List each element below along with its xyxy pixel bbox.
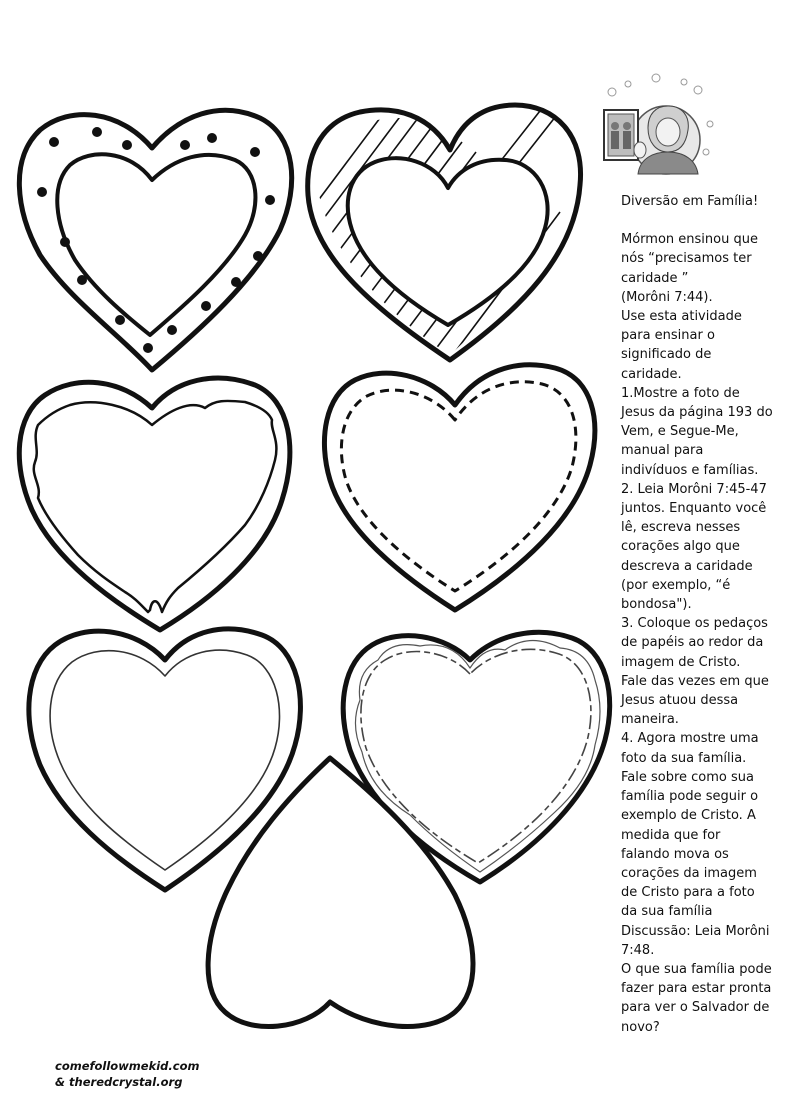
activity-instructions [621, 192, 779, 1037]
instruction-line: indivíduos e famílias. [621, 462, 759, 478]
instruction-line: Fale das vezes em que [621, 673, 769, 689]
instruction-line: descreva a caridade [621, 558, 753, 574]
credit-site-2[interactable]: & theredcrystal.org [55, 1075, 183, 1089]
instruction-line: juntos. Enquanto você [621, 501, 767, 517]
footer-credits [55, 1058, 200, 1090]
heart-striped[interactable] [290, 60, 602, 402]
instruction-line: Use esta atividade [621, 309, 742, 325]
instruction-line: significado de [621, 347, 712, 363]
instruction-line: 1.Mostre a foto de [621, 385, 740, 401]
instruction-line: Vem, e Segue-Me, [621, 424, 739, 440]
heart-stitched[interactable] [324, 365, 594, 610]
instruction-line: (por exemplo, “é [621, 577, 731, 593]
instruction-line: falando mova os [621, 846, 729, 862]
instruction-line: família pode seguir o [621, 789, 759, 805]
instruction-line: Jesus atuou dessa [621, 693, 739, 709]
intro-line: (Morôni 7:44). [621, 289, 713, 305]
instruction-line: 4. Agora mostre uma [621, 731, 759, 747]
instruction-line: foto da sua família. [621, 750, 747, 766]
instruction-line: corações algo que [621, 539, 740, 555]
heart-polka-dot[interactable] [19, 110, 291, 370]
instruction-line: maneira. [621, 712, 679, 728]
intro-line: nós “precisamos ter [621, 251, 752, 267]
instruction-line: imagem de Cristo. [621, 654, 741, 670]
instruction-line: da sua família [621, 904, 713, 920]
heart-frosted-drip[interactable] [19, 378, 290, 630]
intro-line: caridade ” [621, 270, 689, 286]
instruction-line: de papéis ao redor da [621, 635, 764, 651]
activity-title: Diversão em Família! [621, 194, 759, 209]
instruction-line: Discussão: Leia Morôni [621, 923, 770, 939]
instruction-line: exemplo de Cristo. A [621, 808, 756, 824]
intro-line: Mórmon ensinou que [621, 232, 758, 248]
credit-site-1[interactable]: comefollowmekid.com [55, 1059, 200, 1073]
instruction-line: Jesus da página 193 do [621, 405, 773, 421]
instruction-line: 3. Coloque os pedaços [621, 616, 768, 632]
instruction-line: O que sua família pode [621, 961, 772, 977]
instruction-line: Fale sobre como sua [621, 769, 754, 785]
instruction-line: de Cristo para a foto [621, 885, 755, 901]
instruction-line: bondosa"). [621, 597, 692, 613]
instruction-line: novo? [621, 1019, 660, 1035]
instruction-line: fazer para estar pronta [621, 981, 772, 997]
instruction-line: lê, escreva nesses [621, 520, 741, 536]
family-photo-illustration [598, 70, 718, 182]
instruction-line: para ensinar o [621, 328, 715, 344]
instruction-line: para ver o Salvador de [621, 1000, 770, 1016]
instruction-line: 2. Leia Morôni 7:45-47 [621, 481, 767, 497]
instruction-steps [621, 307, 779, 1037]
instruction-line: caridade. [621, 366, 682, 382]
instruction-line: medida que for [621, 827, 721, 843]
instruction-line: manual para [621, 443, 704, 459]
instruction-line: corações da imagem [621, 865, 757, 881]
instruction-line: 7:48. [621, 942, 655, 958]
